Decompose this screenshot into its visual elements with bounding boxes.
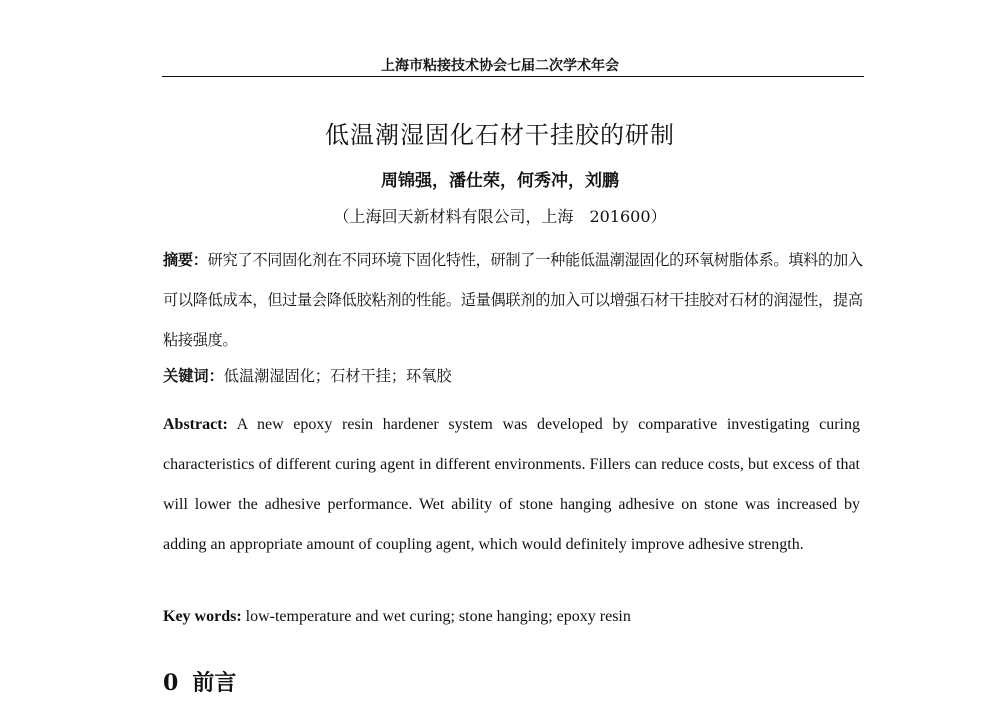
keywords-en-text: low-temperature and wet curing; stone hanging; epoxy resin	[245, 608, 631, 625]
abstract-en	[163, 405, 860, 565]
abstract-en-text: A new epoxy resin hardener system was developed by comparative investigating curing characteristics of different curing agent in different environments. Fillers can reduce costs, but excess of that will lower the adhesive performance. Wet ability of stone hanging adhesive on stone was increased by adding an appropriate amount of coupling agent, which would definitely improve adhesive strength.	[163, 416, 861, 553]
section-title: 前言	[192, 670, 237, 696]
keywords-zh-text: 低温潮湿固化；石材干挂；环氧胶	[223, 367, 452, 385]
running-header: 上海市粘接技术协会七届二次学术年会	[381, 58, 619, 74]
section-heading	[163, 666, 236, 697]
section-number: 0	[163, 670, 179, 696]
abstract-zh-text: 研究了不同固化剂在不同环境下固化特性，研制了一种能低温潮湿固化的环氧树脂体系。填料的加入可以降低成本，但过量会降低胶粘剂的性能。适量偶联剂的加入可以增强石材干挂胶对石材的润湿性，提高粘接强度。	[163, 251, 863, 349]
keywords-zh-label: 关键词：	[163, 367, 224, 385]
paper-authors: 周锦强，潘仕荣，何秀冲，刘鹏	[381, 171, 619, 191]
keywords-en	[163, 608, 631, 626]
abstract-zh	[163, 240, 863, 360]
abstract-en-label: Abstract:	[163, 416, 228, 433]
abstract-zh-label: 摘要：	[163, 251, 208, 269]
paper-affiliation: （上海回天新材料有限公司，上海 201600）	[333, 207, 667, 226]
header-rule	[162, 76, 864, 77]
paper-title: 低温潮湿固化石材干挂胶的研制	[325, 121, 675, 149]
keywords-en-label: Key words:	[163, 608, 242, 625]
keywords-zh	[163, 365, 452, 386]
